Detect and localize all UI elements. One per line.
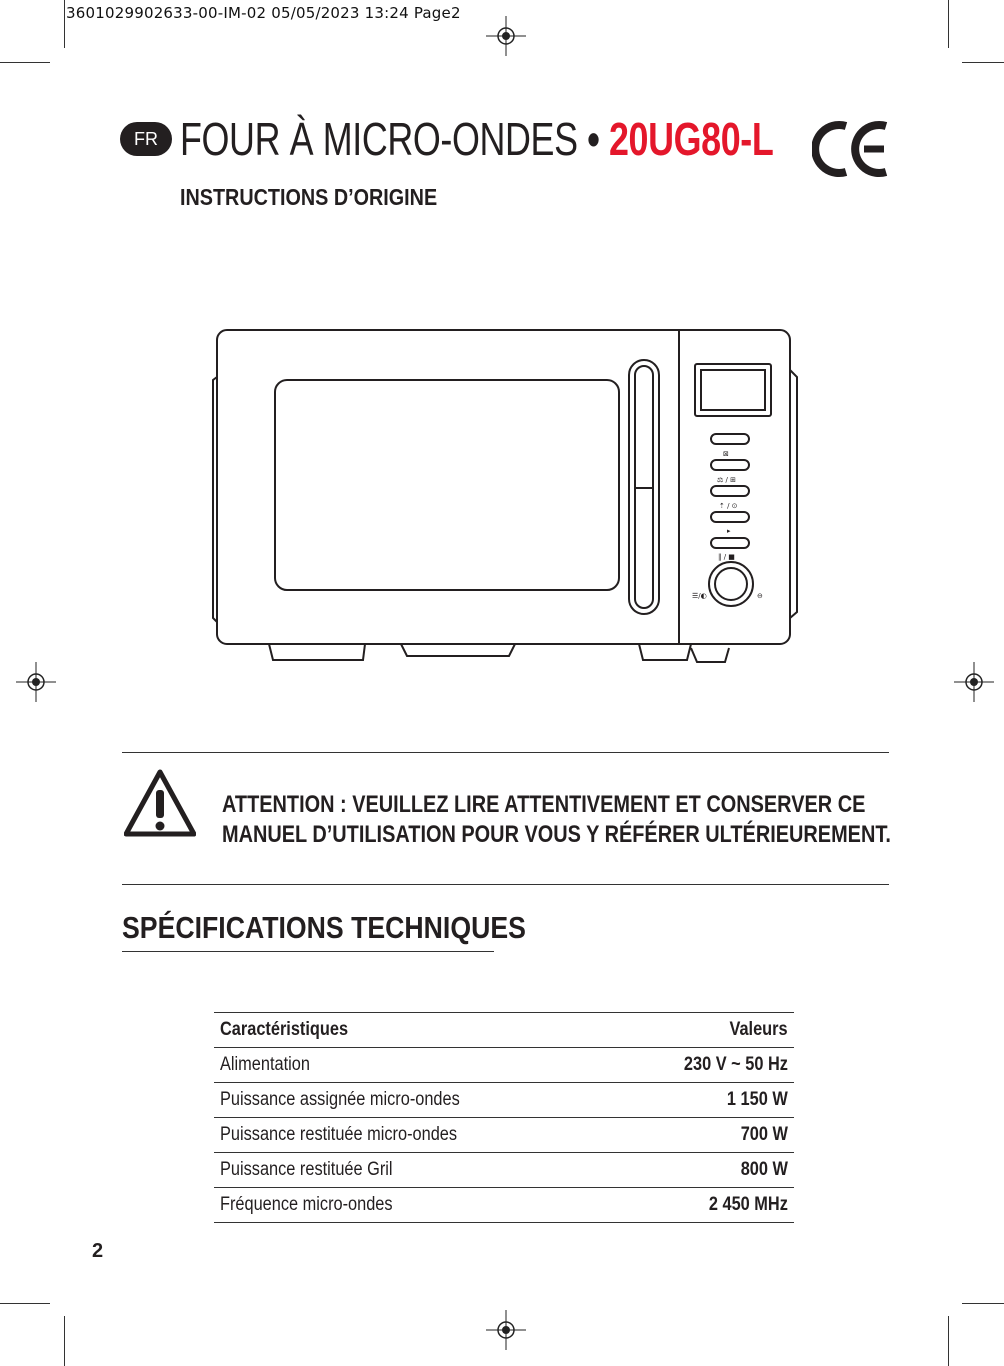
language-badge: FR: [120, 122, 172, 156]
registration-mark: [16, 662, 56, 702]
crop-mark: [64, 0, 65, 48]
svg-text:⇡ / ⊙: ⇡ / ⊙: [719, 502, 738, 510]
table-row: [214, 1048, 794, 1083]
specs-table: [214, 1012, 794, 1223]
table-row: [214, 1083, 794, 1118]
column-header-characteristics: Caractéristiques: [220, 1019, 349, 1040]
title-main: FOUR À MICRO-ONDES: [180, 113, 578, 165]
spec-value: 230 V ~ 50 Hz: [683, 1054, 788, 1075]
ce-mark-icon: [812, 118, 890, 180]
spec-value: 1 150 W: [727, 1089, 788, 1110]
crop-mark: [64, 1316, 65, 1366]
registration-mark: [486, 1310, 526, 1350]
table-row: [214, 1188, 794, 1223]
column-header-values: Valeurs: [729, 1019, 788, 1040]
page-number: 2: [92, 1240, 104, 1262]
crop-mark: [962, 1303, 1004, 1304]
spec-label: Puissance restituée Gril: [220, 1159, 393, 1180]
print-header: 3601029902633-00-IM-02 05/05/2023 13:24 Page2: [66, 4, 461, 22]
registration-mark: [486, 16, 526, 56]
crop-mark: [962, 62, 1004, 63]
crop-mark: [948, 1316, 949, 1366]
svg-text:⊠: ⊠: [723, 450, 729, 458]
crop-mark: [948, 0, 949, 48]
microwave-illustration: [205, 322, 805, 672]
subtitle: INSTRUCTIONS D’ORIGINE: [180, 184, 438, 210]
registration-mark: [954, 662, 994, 702]
spec-value: 800 W: [740, 1159, 788, 1180]
table-row: [214, 1118, 794, 1153]
warning-triangle-icon: [124, 768, 196, 840]
page-title: [180, 112, 773, 166]
spec-label: Alimentation: [220, 1054, 310, 1075]
svg-text:☰/◐: ☰/◐: [692, 592, 707, 600]
svg-text:⊖: ⊖: [757, 592, 763, 600]
spec-value: 2 450 MHz: [708, 1194, 788, 1215]
section-underline: [122, 951, 494, 952]
spec-label: Fréquence micro-ondes: [220, 1194, 393, 1215]
title-bullet: •: [587, 113, 600, 165]
crop-mark: [0, 62, 50, 63]
spec-value: 700 W: [740, 1124, 788, 1145]
crop-mark: [0, 1303, 50, 1304]
warning-line-1: ATTENTION : VEUILLEZ LIRE ATTENTIVEMENT ET CONSERVER CE: [222, 791, 866, 818]
spec-label: Puissance restituée micro-ondes: [220, 1124, 458, 1145]
table-row: [214, 1153, 794, 1188]
spec-label: Puissance assignée micro-ondes: [220, 1089, 460, 1110]
divider: [122, 752, 889, 753]
warning-text: [222, 790, 891, 850]
warning-line-2: MANUEL D’UTILISATION POUR VOUS Y RÉFÉRER ULTÉRIEUREMENT.: [222, 821, 891, 848]
model-number: 20UG80-L: [608, 113, 774, 165]
svg-text:▸: ▸: [727, 527, 731, 535]
svg-text:‖ / ■: ‖ / ■: [718, 553, 735, 561]
table-header-row: [214, 1013, 794, 1048]
svg-text:⚖ / ⊞: ⚖ / ⊞: [717, 476, 736, 484]
divider: [122, 884, 889, 885]
section-title: SPÉCIFICATIONS TECHNIQUES: [122, 910, 526, 945]
